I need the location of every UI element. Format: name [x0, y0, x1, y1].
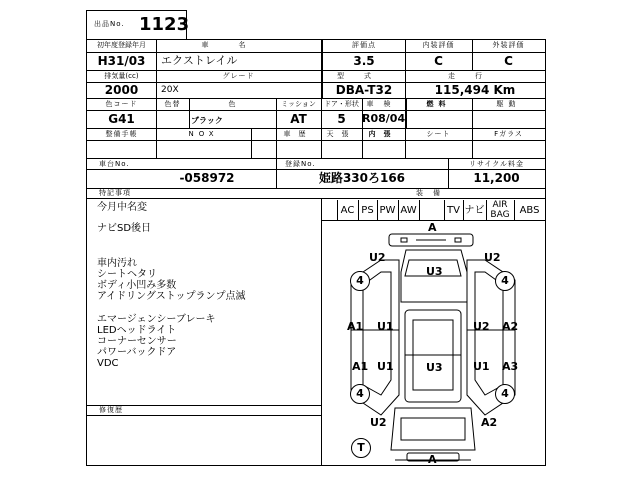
note-line: アイドリングストップランプ点滅 [97, 291, 246, 302]
inspection-value: R08/04 [362, 112, 406, 125]
auction-sheet [86, 39, 546, 466]
exterior-grade-value: C [504, 54, 513, 68]
doors-label: ドア・形状 [324, 100, 359, 108]
first-reg-value: H31/03 [97, 54, 146, 68]
rear-shape [391, 408, 475, 450]
equip-abs: ABS [519, 205, 540, 216]
damage-u3-center: U3 [426, 361, 443, 374]
model-value: DBA-T32 [335, 83, 393, 97]
recycle-value: 11,200 [473, 171, 520, 185]
displacement-value: 2000 [104, 83, 139, 97]
equip-ac: AC [340, 205, 355, 216]
damage-roof: U3 [426, 265, 443, 278]
color-code-value: G41 [108, 112, 135, 126]
car-damage-diagram [321, 220, 545, 466]
equip-ps: PS [361, 205, 374, 216]
lot-number-box [86, 10, 190, 39]
interior-grade-value: C [434, 54, 443, 68]
interior-trim-label: 内張 [368, 130, 399, 138]
nox-label: NOX [188, 130, 219, 138]
exterior-grade-label: 外装評価 [492, 41, 525, 49]
first-reg-label: 初年度登録年月 [97, 41, 146, 49]
chassis-label: 車台No. [99, 160, 130, 168]
displacement-label: 排気量(cc) [104, 72, 139, 80]
damage-front-top: A [428, 221, 437, 234]
damage-front-left: U2 [369, 251, 386, 264]
damage-rear-bottom: A [428, 453, 437, 466]
color-value: ブラック [191, 116, 223, 125]
chassis-value: -058972 [179, 171, 235, 185]
doors-value: 5 [337, 112, 346, 126]
score-label: 評価点 [352, 41, 376, 49]
equipment-row [337, 200, 545, 220]
equip-airbag: AIR BAG [490, 200, 510, 220]
equip-navi: ナビ [464, 205, 485, 216]
color-code-label: 色コード [105, 100, 138, 108]
color-change-label: 色替 [164, 100, 181, 108]
damage-u2-right-mid: U2 [473, 320, 490, 333]
car-name-value: エクストレイル [161, 54, 238, 67]
drive-label: 駆動 [496, 100, 521, 108]
model-label: 型式 [337, 72, 391, 80]
damage-u1-rear-left: U1 [377, 360, 394, 373]
history-label: 車歴 [283, 130, 314, 138]
damage-u1-rear-right: U1 [473, 360, 490, 373]
tire-rear-right: 4 [495, 384, 515, 404]
transmission-value: AT [290, 112, 307, 126]
inspection-label: 車検 [366, 100, 401, 108]
note-line: パワーバックドア [97, 347, 177, 358]
fuel-label: 燃料 [426, 100, 451, 108]
note-line: エマージェンシーブレーキ [97, 314, 216, 325]
equipment-label: 装備 [416, 189, 450, 197]
plate-value: 姫路330ろ166 [318, 171, 406, 185]
mileage-label: 走行 [448, 72, 502, 80]
note-line: VDC [97, 358, 119, 369]
manual-label: 整備手帳 [105, 130, 138, 138]
note-line: LEDヘッドライト [97, 325, 177, 336]
lot-label: 出品No. [94, 20, 125, 28]
damage-a1-left: A1 [347, 320, 364, 333]
note-line: シートヘタリ [97, 269, 157, 280]
glass-label: Fガラス [494, 130, 523, 138]
note-line: 車内汚れ [97, 258, 137, 269]
notes-label: 特記事項 [99, 189, 131, 197]
damage-u1-left: U1 [377, 320, 394, 333]
color-label: 色 [228, 100, 237, 108]
plate-label: 登録No. [285, 160, 316, 168]
note-line: 今月中名変 [97, 202, 147, 213]
interior-grade-label: 内装評価 [422, 41, 455, 49]
tire-rear-left: 4 [350, 384, 370, 404]
grade-value: 20X [161, 85, 179, 95]
note-line: ナビSD後日 [97, 223, 152, 234]
recycle-label: リサイクル料金 [468, 160, 525, 168]
equip-tv: TV [447, 205, 460, 216]
tire-front-right: 4 [495, 271, 515, 291]
damage-a3-right: A3 [502, 360, 519, 373]
lot-number: 1123 [139, 14, 190, 35]
note-line: コーナーセンサー [97, 336, 177, 347]
note-line: ボディ小凹み多数 [97, 280, 177, 291]
car-name-label: 車名 [201, 41, 276, 49]
equip-aw: AW [400, 205, 417, 216]
damage-front-right: U2 [484, 251, 501, 264]
spare-tire: T [351, 438, 371, 458]
damage-a1-rear-left: A1 [352, 360, 369, 373]
mileage-value: 115,494 Km [434, 83, 516, 97]
seat-label: シート [426, 130, 451, 138]
equip-pw: PW [379, 205, 396, 216]
damage-a2-right: A2 [502, 320, 519, 333]
grade-label: グレード [222, 72, 255, 80]
sunroof-label: 天張 [326, 130, 357, 138]
score-value: 3.5 [353, 54, 375, 68]
damage-rear-right: A2 [481, 416, 498, 429]
repair-history-label: 修復歴 [99, 406, 123, 414]
damage-rear-left: U2 [370, 416, 387, 429]
tire-front-left: 4 [350, 271, 370, 291]
transmission-label: ミッション [281, 100, 316, 108]
